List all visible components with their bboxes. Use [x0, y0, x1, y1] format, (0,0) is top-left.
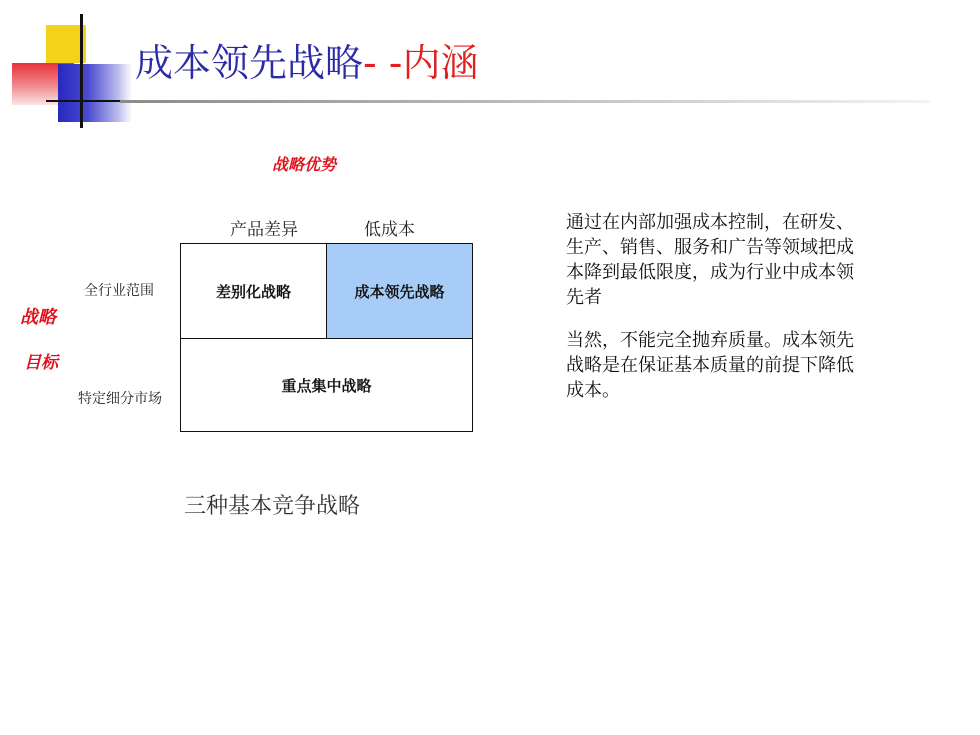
description-paragraph-2: 当然，不能完全抛弃质量。成本领先战略是在保证基本质量的前提下降低成本。 — [566, 330, 854, 401]
strategic-target-label-line2: 目标 — [24, 353, 58, 373]
strategic-advantage-label: 战略优势 — [272, 155, 337, 174]
decor-blue-square — [58, 64, 132, 122]
strategy-matrix — [180, 243, 473, 432]
decor-vertical-line — [80, 14, 83, 128]
strategic-target-label-line1: 战略 — [20, 307, 56, 328]
cell-differentiation-strategy: 差别化战略 — [181, 244, 327, 339]
cell-cost-leadership-strategy: 成本领先战略 — [327, 244, 472, 339]
column-header-low-cost: 低成本 — [364, 220, 415, 240]
title-accent: 内涵 — [402, 41, 479, 85]
row-header-segment: 特定细分市场 — [78, 391, 162, 407]
column-header-differentiation: 产品差异 — [230, 220, 298, 240]
cell-focus-strategy: 重点集中战略 — [281, 376, 372, 395]
diagram-caption: 三种基本竞争战略 — [184, 494, 361, 519]
slide-title — [135, 41, 479, 85]
title-underline — [120, 100, 930, 103]
title-separator: - - — [363, 41, 403, 85]
row-header-industry-wide: 全行业范围 — [84, 283, 154, 299]
title-main: 成本领先战略 — [135, 41, 364, 85]
description-paragraph-1: 通过在内部加强成本控制，在研发、生产、销售、服务和广告等领域把成本降到最低限度，成为行业中成本领先者 — [566, 212, 854, 308]
